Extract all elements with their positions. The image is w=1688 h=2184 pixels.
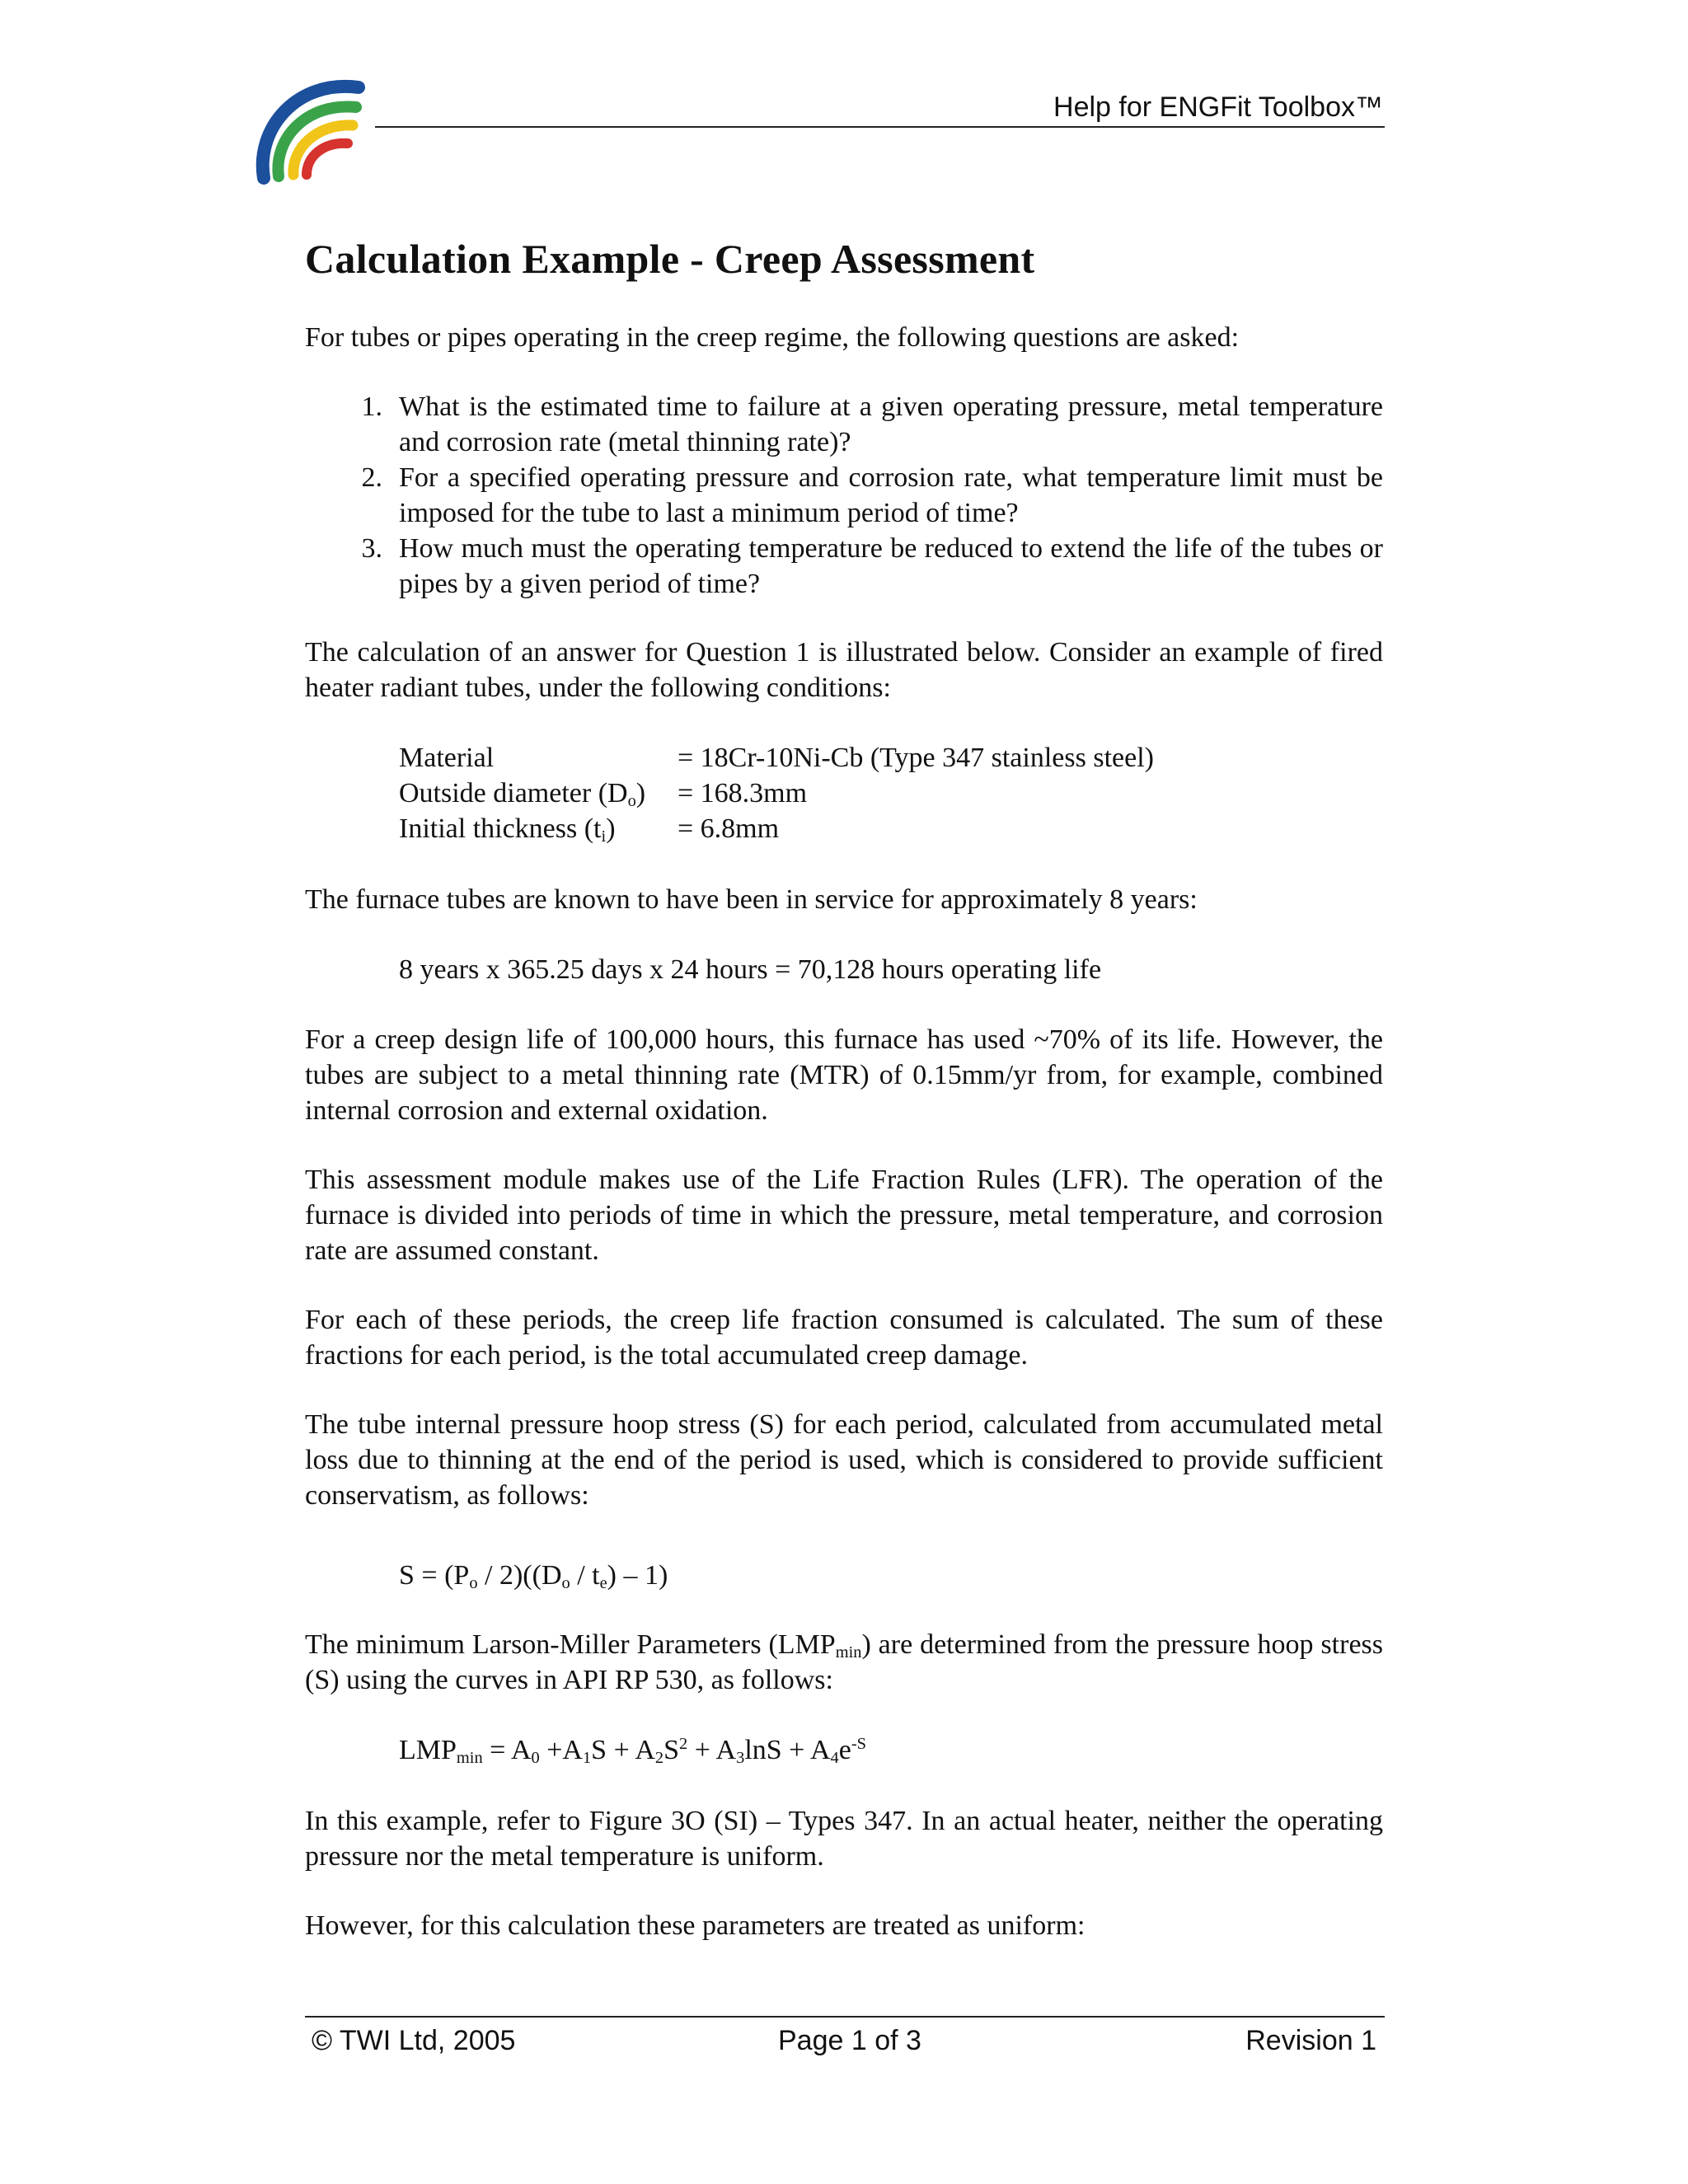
outside-diameter-row: [399, 776, 1154, 811]
footer-divider: [305, 2016, 1385, 2018]
lmp-equation: $LMP_{min} = A_0 +A_1S + A_2S^2 + A_3\ln S + A_4e^{-S}$: [399, 1734, 866, 1768]
initial-thickness-row: [399, 811, 1154, 846]
list-number: 3.: [361, 533, 382, 564]
figure-reference-paragraph: In this example, refer to Figure 3O (SI) – Types 347. In an actual heater, neither the operating pressure nor the metal temperature is uniform.: [305, 1806, 1383, 1872]
list-number: 2.: [361, 462, 382, 493]
list-item: [346, 531, 1383, 602]
intro-paragraph: For tubes or pipes operating in the creep regime, the following questions are asked:: [305, 322, 1240, 353]
service-paragraph: The furnace tubes are known to have been in service for approximately 8 years:: [305, 884, 1198, 915]
list-item: [346, 389, 1383, 460]
material-row: [399, 740, 1154, 776]
hoop-stress-paragraph: The tube internal pressure hoop stress (S) for each period, calculated from accumulated metal loss due to thinning at the end of the period is used, which is considered to provide sufficient conservatism, as follows:: [305, 1409, 1383, 1511]
conditions-block: [399, 740, 1154, 846]
footer-page-number: Page 1 of 3: [778, 2025, 921, 2056]
question-text: For a specified operating pressure and corrosion rate, what temperature limit must be imposed for the tube to last a minimum period of time?: [399, 462, 1383, 528]
question-text: What is the estimated time to failure at a given operating pressure, metal temperature and corrosion rate (metal thinning rate)?: [399, 391, 1383, 457]
question-text: How much must the operating temperature be reduced to extend the life of the tubes or pipes by a given period of time?: [399, 533, 1383, 599]
list-number: 1.: [361, 391, 382, 422]
material-value: = 18Cr-10Ni-Cb (Type 347 stainless steel): [678, 743, 1154, 773]
service-calculation: 8 years x 365.25 days x 24 hours = 70,128 hours operating life: [399, 954, 1102, 985]
initial-thickness-value: = 6.8mm: [678, 813, 780, 844]
footer-revision: Revision 1: [1245, 2025, 1376, 2056]
company-logo: [256, 71, 381, 186]
footer-copyright: © TWI Ltd, 2005: [312, 2025, 516, 2056]
header-title: Help for ENGFit Toolbox™: [1053, 91, 1383, 123]
page-title: Calculation Example - Creep Assessment: [305, 236, 1035, 282]
outside-diameter-value: = 168.3mm: [678, 778, 808, 808]
initial-thickness-label: Initial thickness $(t_i)$: [399, 813, 616, 846]
outside-diameter-label: Outside diameter $(D_o)$: [399, 778, 646, 811]
lmp-paragraph: The minimum Larson-Miller Parameters $(LMP_{min})$ are determined from the pressure hoop stress (S) using the curves in API RP 530, as follows:: [305, 1629, 1383, 1695]
periods-paragraph: For each of these periods, the creep life fraction consumed is calculated. The sum of these fractions for each period, is the total accumulated creep damage.: [305, 1305, 1383, 1371]
questions-list: [346, 389, 1383, 602]
design-life-paragraph: For a creep design life of 100,000 hours, this furnace has used ~70% of its life. However, the tubes are subject to a metal thinning rate (MTR) of 0.15mm/yr from, for example, combined internal corrosion and external oxidation.: [305, 1024, 1383, 1126]
uniform-paragraph: However, for this calculation these parameters are treated as uniform:: [305, 1910, 1085, 1941]
hoop-stress-equation: $S = (P_o / 2)((D_o / t_e) - 1)$: [399, 1560, 668, 1593]
calc-intro-paragraph: The calculation of an answer for Question 1 is illustrated below. Consider an example of fired heater radiant tubes, under the following conditions:: [305, 637, 1383, 703]
material-label: Material: [399, 743, 495, 773]
list-item: [346, 460, 1383, 531]
lfr-paragraph: This assessment module makes use of the Life Fraction Rules (LFR). The operation of the furnace is divided into periods of time in which the pressure, metal temperature, and corrosion rate are assumed constant.: [305, 1165, 1383, 1266]
header-divider: [375, 126, 1385, 128]
